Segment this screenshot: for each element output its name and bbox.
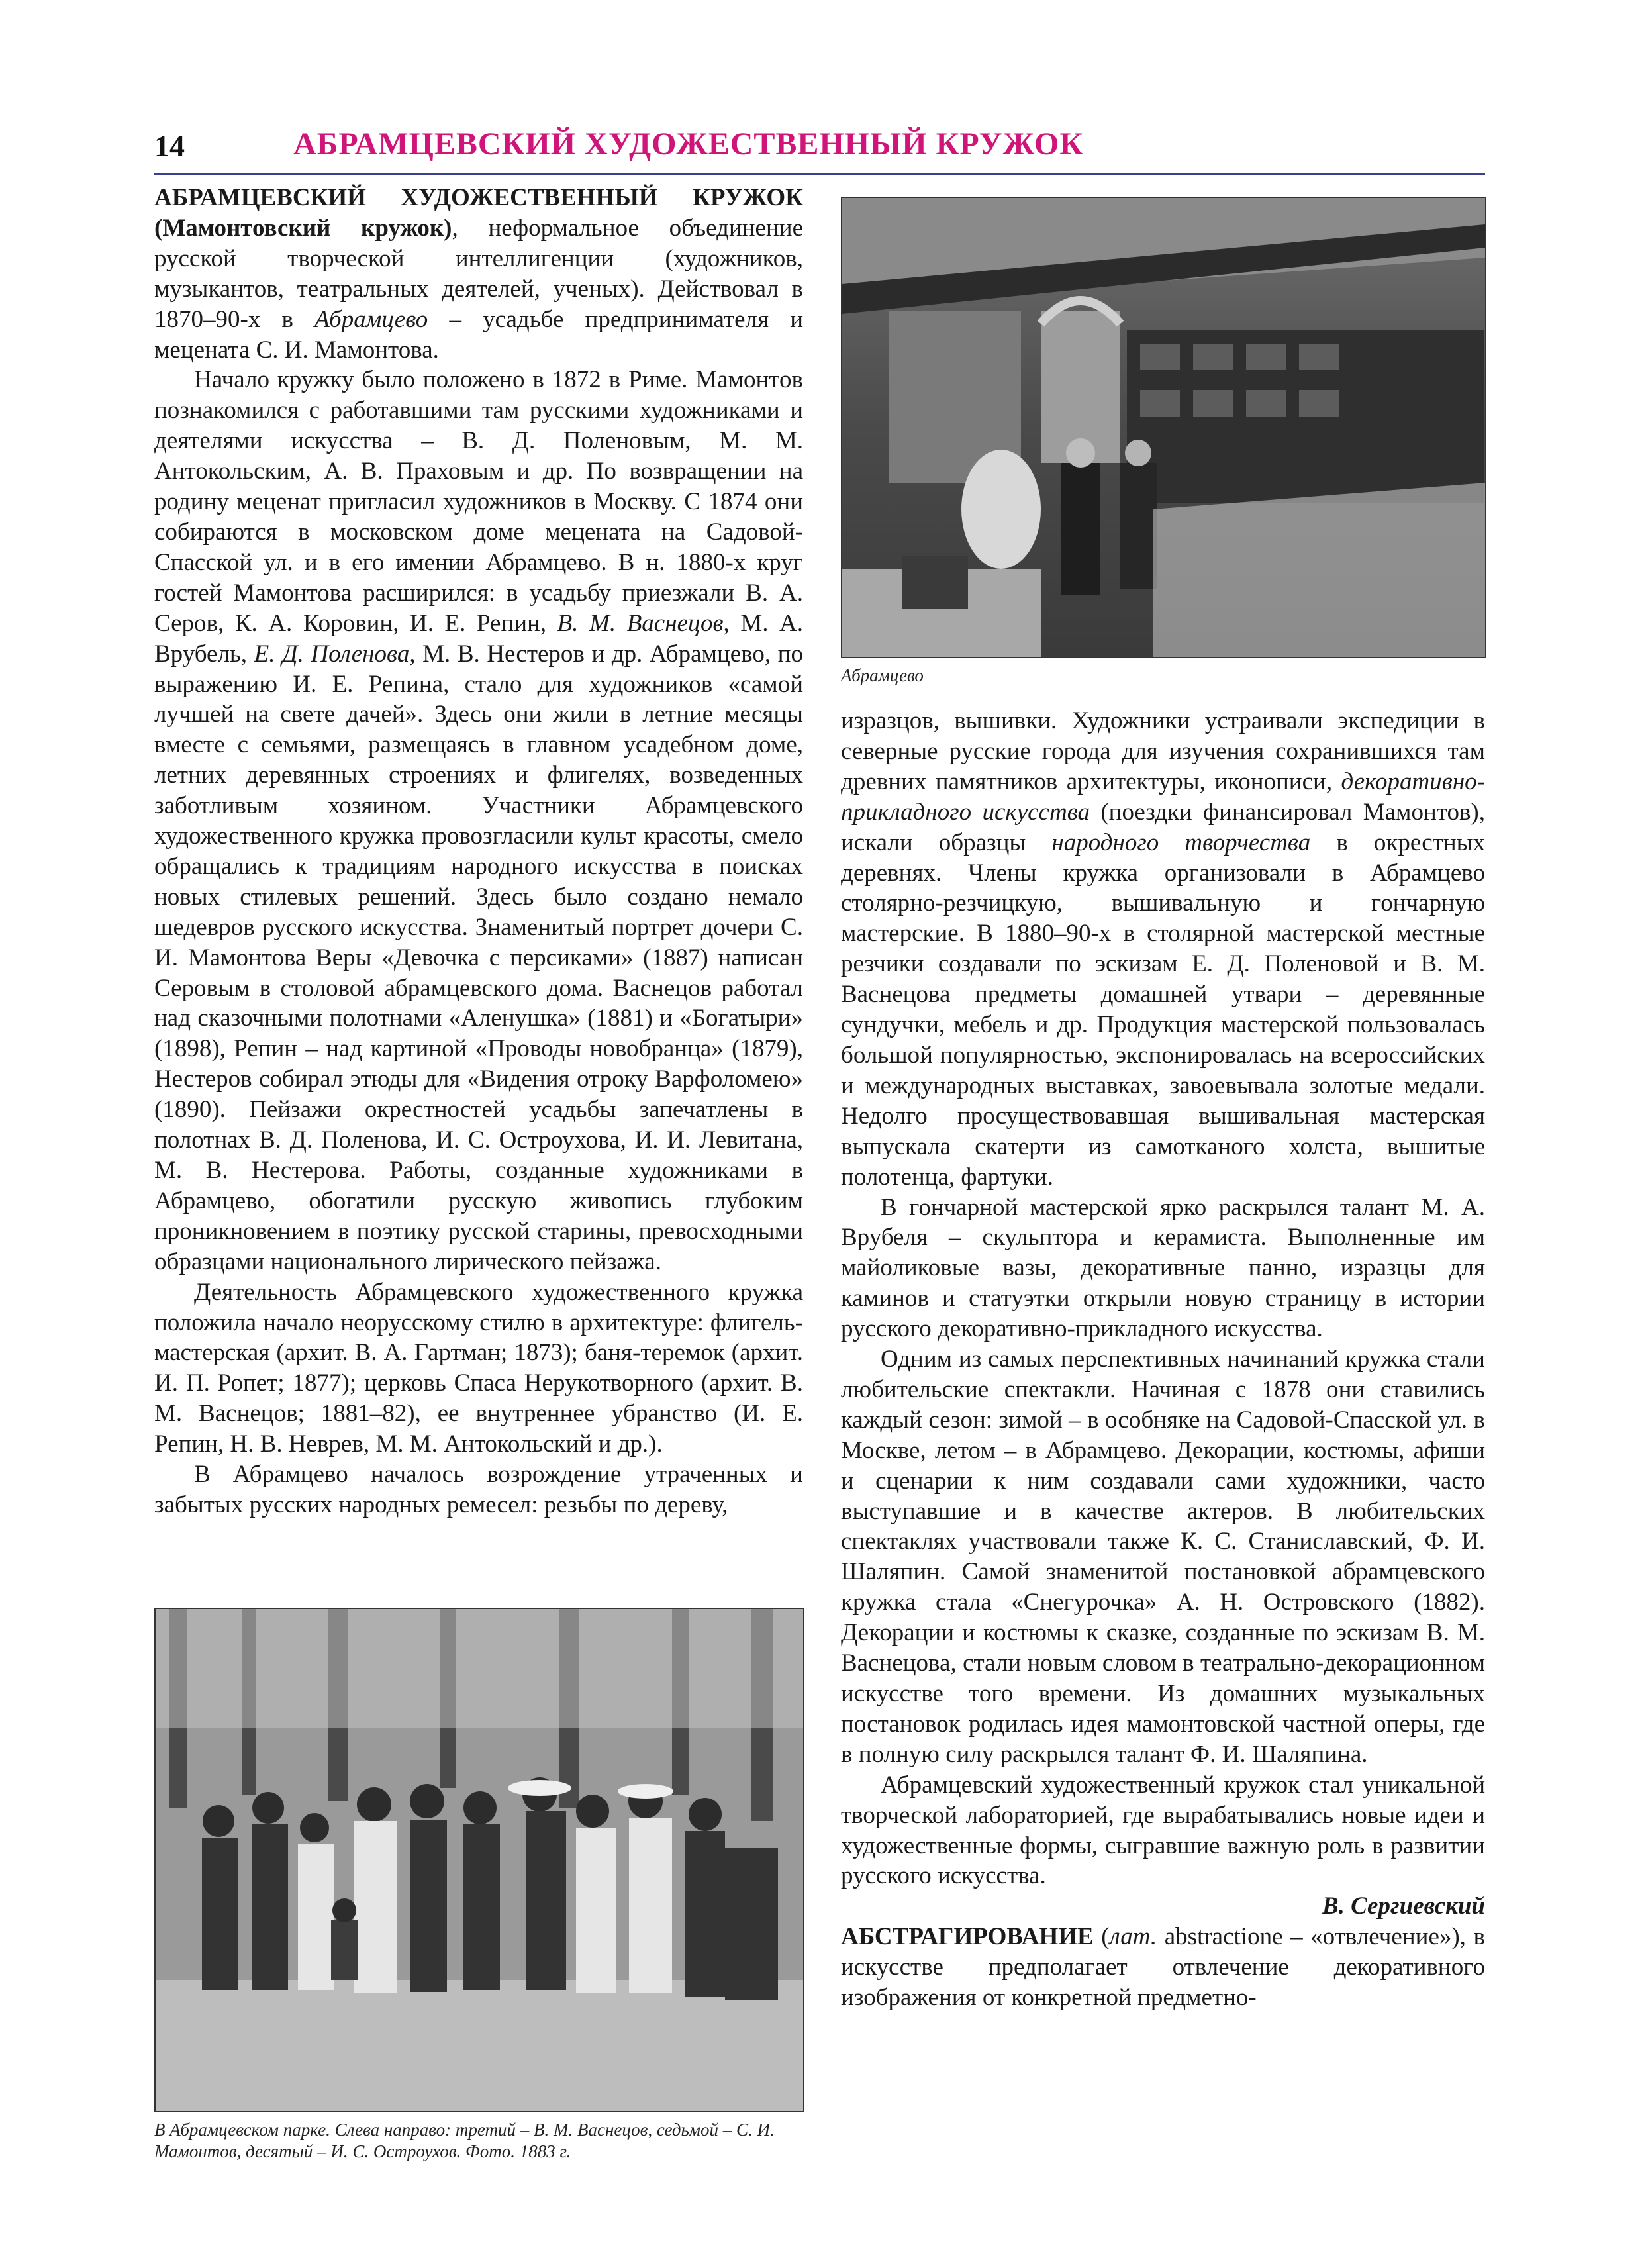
next-entry-headword: АБСТРАГИРОВАНИЕ — [841, 1923, 1094, 1951]
left-column — [154, 183, 803, 1520]
right-column — [841, 706, 1485, 2013]
paragraph-history — [154, 365, 803, 1277]
link-polenova[interactable]: Е. Д. Поленова — [254, 640, 410, 667]
header-rule — [154, 173, 1485, 175]
paragraph-text: , М. А. Врубель, — [154, 609, 803, 667]
abramtsevo-interior-photo — [841, 197, 1486, 658]
paragraph-conclusion: Абрамцевский художественный кружок стал уникальной творческой лабораторией, где вырабатывались новые идеи и художественные формы, сыгравшие важную роль в развитии русского искусства. — [841, 1771, 1485, 1890]
paragraph-text: в окрестных деревнях. Члены кружка организовали в Абрамцево столярно-резчицкую, вышивальную и гончарную мастерские. В 1880–90-х в столярной мастерской местные резчики создавали по эскизам Е. Д. Поленовой и В. М. Васнецова предметы домашней утвари – деревянные сундучки, мебель и др. Продукция мастерской пользовалась большой популярностью, экспонировалась на всероссийских и международных выставках, завоевывала золотые медали. Недолго просуществовавшая вышивальная мастерская выпускала скатерти из самотканого холста, вышитые полотенца, фартуки. — [841, 828, 1485, 1191]
paragraph-crafts-start: В Абрамцево началось возрождение утраченных и забытых русских народных ремесел: резьбы по дереву, — [154, 1461, 803, 1518]
interior-photo-image — [842, 198, 1485, 657]
paragraph-pottery: В гончарной мастерской ярко раскрылся талант М. А. Врубеля – скульптора и керамиста. Выполненные им майоликовые вазы, декоративные панно, изразцы для каминов и статуэтки открыли новую страницу в истории русского декоративно-прикладного искусства. — [841, 1193, 1485, 1343]
next-entry — [841, 1922, 1485, 2013]
abramtsevo-park-photo — [154, 1608, 804, 2112]
article-author: В. Сергиевский — [1322, 1893, 1485, 1920]
entry-alt-name: (Мамонтовский кружок) — [154, 214, 452, 242]
entry-intro — [154, 183, 803, 365]
intro-text: , неформальное объединение русской творческой интеллигенции (художников, музыкантов, театральных деятелей, ученых). Действовал в 1870–90-х в — [154, 214, 803, 333]
link-decorative-art[interactable]: декоративно-прикладного искусства — [841, 767, 1485, 826]
intro-text-end: – усадьбе предпринимателя и мецената С. И. Мамонтова. — [154, 305, 803, 364]
link-abramtsevo[interactable]: Абрамцево — [314, 305, 428, 333]
next-entry-text: abstractione – «отвлечение»), в искусстве предполагает отвлечение декоративного изображения от конкретной предметно- — [841, 1923, 1485, 2012]
park-photo-caption: В Абрамцевском парке. Слева направо: третий – В. М. Васнецов, седьмой – С. И. Мамонтов, десятый – И. С. Остроухов. Фото. 1883 г. — [154, 2120, 775, 2161]
paragraph-text: Начало кружку было положено в 1872 в Риме. Мамонтов познакомился с работавшими там русскими художниками и деятелями искусства – В. Д. Поленовым, М. М. Антокольским, А. В. Праховым и др. По возвращении на родину меценат пригласил художников в Москву. С 1874 они собираются в московском доме мецената на Садовой-Спасской ул. и в его имении Абрамцево. В н. 1880-х круг гостей Мамонтова расширился: в усадьбу приезжали В. А. Серов, К. А. Коровин, И. Е. Репин, — [154, 366, 803, 637]
park-photo-image — [156, 1609, 803, 2111]
entry-headword: АБРАМЦЕВСКИЙ ХУДОЖЕСТВЕННЫЙ КРУЖОК — [154, 184, 803, 211]
paragraph-crafts-cont — [841, 706, 1485, 1193]
page-header — [154, 123, 1485, 176]
interior-photo-caption: Абрамцево — [841, 666, 924, 685]
paragraph-architecture: Деятельность Абрамцевского художественного кружка положила начало неорусскому стилю в архитектуре: флигель-мастерская (архит. В. А. Гартман; 1873); баня-теремок (архит. И. П. Ропет; 1877); церковь Спаса Нерукотворного (архит. В. М. Васнецов; 1881–82), ее внутреннее убранство (И. Е. Репин, Н. В. Неврев, М. М. Антокольский и др.). — [154, 1278, 803, 1458]
paragraph-text: (поездки финансировал Мамонтов), искали образцы — [841, 798, 1485, 856]
link-vasnetsov[interactable]: В. М. Васнецов — [557, 609, 724, 637]
running-title: АБРАМЦЕВСКИЙ ХУДОЖЕСТВЕННЫЙ КРУЖОК — [293, 126, 1084, 162]
next-entry-lang: лат. — [1109, 1923, 1157, 1951]
paragraph-theatre: Одним из самых перспективных начинаний кружка стали любительские спектакли. Начиная с 1878 они ставились каждый сезон: зимой – в особняке на Садовой-Спасской ул. в Москве, летом – в Абрамцево. Декорации, костюмы, афиши и сценарии к ним создавали сами художники, часто выступавшие и в качестве актеров. В любительских спектаклях участвовали также К. С. Станиславский, Ф. И. Шаляпин. Самой знаменитой постановкой абрамцевского кружка стала «Снегурочка» А. Н. Островского (1882). Декорации и костюмы к сказке, созданные по эскизам В. М. Васнецова, стали новым словом в театрально-декорационном искусстве того времени. Из домашних музыкальных постановок родилась идея мамонтовской частной оперы, где в полную силу раскрылся талант Ф. И. Шаляпина. — [841, 1346, 1485, 1768]
page-number: 14 — [154, 129, 185, 163]
paragraph-text: изразцов, вышивки. Художники устраивали экспедиции в северные русские города для изучения сохранившихся там древних памятников архитектуры, иконописи, — [841, 707, 1485, 795]
next-entry-paren: ( — [1093, 1923, 1110, 1951]
paragraph-text: , М. В. Нестеров и др. Абрамцево, по выражению И. Е. Репина, стало для художников «самой лучшей на свете дачей». Здесь они жили в летние месяцы вместе с семьями, размещаясь в главном усадебном доме, летних деревянных строениях и флигелях, возведенных заботливым хозяином. Участники Абрамцевского художественного кружка провозгласили культ красоты, смело обращались к традициям народного искусства в поисках новых стилевых решений. Здесь было создано немало шедевров русского искусства. Знаменитый портрет дочери С. И. Мамонтова Веры «Девочка с персиками» (1887) написан Серовым в столовой абрамцевского дома. Васнецов работал над сказочными полотнами «Аленушка» (1881) и «Богатыри» (1898), Репин – над картиной «Проводы новобранца» (1879), Нестеров собирал этюды для «Видения отроку Варфоломею» (1890). Пейзажи окрестностей усадьбы запечатлены в полотнах В. Д. Поленова, И. С. Остроухова, И. И. Левитана, М. В. Нестерова. Работы, созданные художниками в Абрамцево, обогатили русскую живопись глубоким проникновением в поэтику русской старины, превосходными образцами национального лирического пейзажа. — [154, 640, 803, 1275]
link-folk-art[interactable]: народного творчества — [1051, 828, 1311, 856]
